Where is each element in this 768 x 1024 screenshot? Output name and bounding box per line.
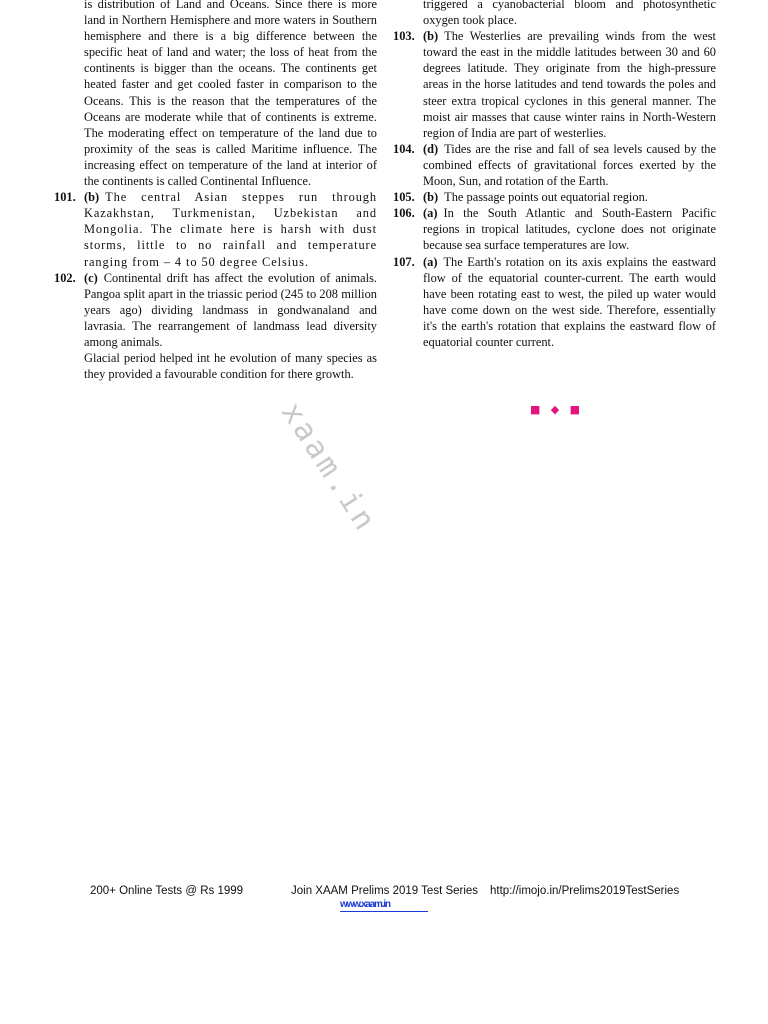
footer-join-text: Join XAAM Prelims 2019 Test Series (291, 885, 479, 897)
watermark: xaam.in (273, 396, 384, 539)
answer-explanation-continued: Glacial period helped int he evolution of many species as they provided a favourable condition for there growth. (84, 351, 377, 382)
footer-offer-text: 200+ Online Tests @ Rs 1999 (90, 885, 244, 897)
answer-105 (393, 189, 716, 205)
question-number: 107. (393, 254, 415, 269)
answer-explanation: Continental drift has affect the evolution of animals. Pangoa split apart in the triassic period (245 to 208 million years ago) dividing landmass in gondwanaland and lavrasia. The rearrangement of landmass lead diversity among animals. (84, 270, 377, 349)
answer-option: (b) (423, 190, 439, 205)
question-number: 102. (54, 270, 76, 285)
answer-option: (b) (423, 29, 439, 44)
left-column (54, 0, 377, 382)
square-bullet-icon: ■ (569, 402, 580, 416)
answer-option: (b) (84, 190, 100, 205)
answer-explanation: The Earth's rotation on its axis explains the eastward flow of the equatorial counter-current. The earth would have been rotating east to west, the piled up water would have come down on the west side. Therefore, essentially it's the earth's rotation that explains the eastward flow of equatorial counter current. (423, 254, 716, 349)
answer-explanation: The Westerlies are prevailing winds from the west toward the east in the middle latitudes between 30 and 60 degrees latitude. They originate from the high-pressure areas in the horse latitudes and tend towards the poles and steer extra tropical cyclones in this general manner. The moist air masses that cause winter rains in North-Western region of India are part of westerlies. (423, 29, 716, 140)
question-number: 103. (393, 29, 415, 44)
answer-106 (393, 205, 716, 253)
answer-107 (393, 254, 716, 351)
answer-option: (c) (84, 270, 98, 285)
answer-104 (393, 141, 716, 189)
question-number: 104. (393, 141, 415, 156)
question-number: 106. (393, 206, 415, 221)
question-number: 105. (393, 190, 415, 205)
diamond-bullet-icon: ◆ (550, 402, 560, 416)
footer-website-link[interactable]: www.xaam.in (340, 899, 428, 912)
footer-url-text: http://imojo.in/Prelims2019TestSeries (490, 885, 680, 897)
answer-explanation: In the South Atlantic and South-Eastern Pacific regions in tropical latitudes, cyclone does not originate because sea surface temperatures are low. (423, 206, 716, 253)
section-end-separator (530, 401, 580, 417)
answer-option: (a) (423, 254, 438, 269)
square-bullet-icon: ■ (530, 402, 541, 416)
answer-explanation: The passage points out equatorial region. (444, 190, 648, 205)
right-column (393, 0, 716, 350)
answer-option: (d) (423, 141, 439, 156)
continued-answer-text: triggered a cyanobacterial bloom and photosynthetic oxygen took place. (423, 0, 716, 28)
answer-explanation: Tides are the rise and fall of sea levels caused by the combined effects of gravitational forces exerted by the Moon, Sun, and rotation of the Earth. (423, 141, 716, 189)
answer-101 (54, 189, 377, 269)
answer-option: (a) (423, 206, 438, 221)
question-number: 101. (54, 190, 76, 205)
answer-explanation: The central Asian steppes run through Kazakhstan, Turkmenistan, Uzbekistan and Mongolia. The climate here is harsh with dust storms, little to no rainfall and temperature ranging from – 4 to 50 degree Celsius. (84, 190, 377, 269)
answer-103 (393, 28, 716, 141)
answer-102 (54, 270, 377, 350)
continued-answer-text: is distribution of Land and Oceans. Since there is more land in Northern Hemisphere and more waters in Southern hemisphere and there is a big difference between the specific heat of land and water; the loss of heat from the continents is bigger than the oceans. The continents get heated faster and get cooled faster in comparison to the Oceans. This is the reason that the temperatures of the Oceans are moderate while that of continents is extreme. The moderating effect on temperature of the land due to proximity of the seas is called Maritime influence. The increasing effect on temperature of the land at interior of the continents is called Continental Influence. (84, 0, 377, 189)
